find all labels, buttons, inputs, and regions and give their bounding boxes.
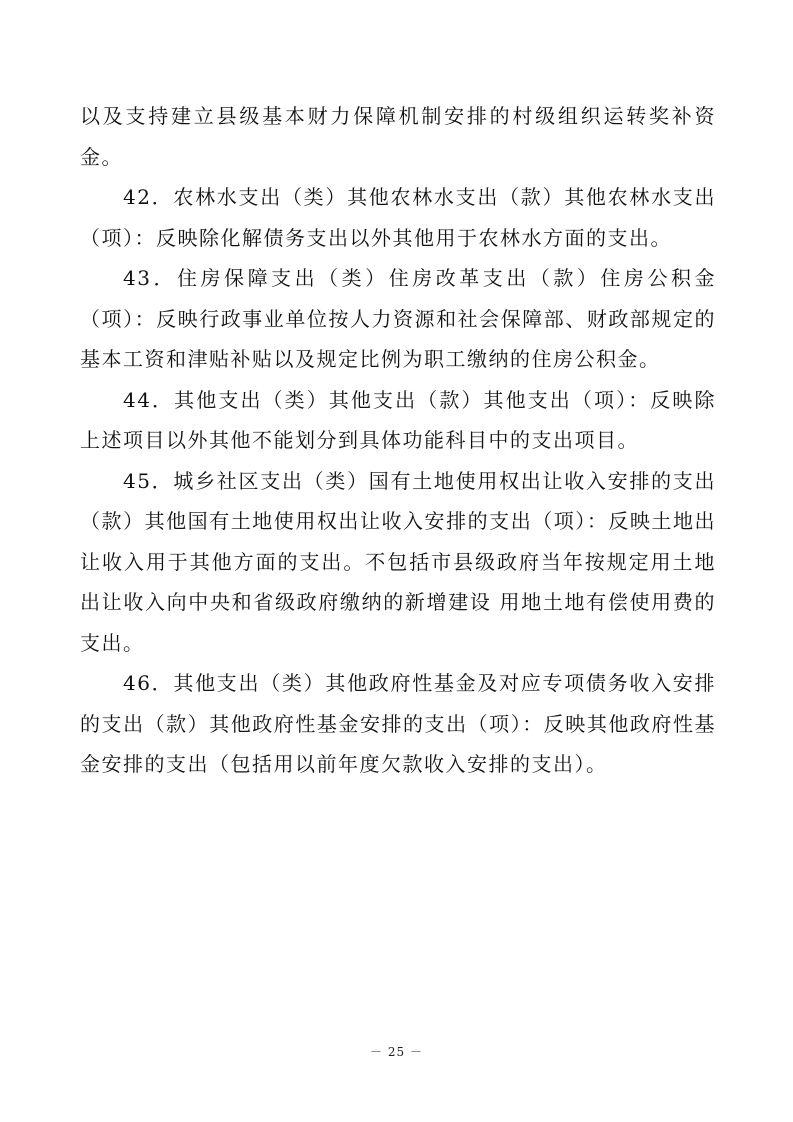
page-number: － 25 －	[370, 1045, 423, 1059]
paragraph-item-46: 46．其他支出（类）其他政府性基金及对应专项债务收入安排的支出（款）其他政府性基金安排的支出（项）：反映其他政府性基金安排的支出（包括用以前年度欠款收入安排的支出）。	[80, 671, 716, 776]
paragraph-item-42: 42．农林水支出（类）其他农林水支出（款）其他农林水支出（项）：反映除化解债务支出以外其他用于农林水方面的支出。	[80, 185, 716, 250]
paragraph-item-45: 45．城乡社区支出（类）国有土地使用权出让收入安排的支出（款）其他国有土地使用权出让收入安排的支出（项）：反映土地出让收入用于其他方面的支出。不包括市县级政府当年按规定用土地出让收入向中央和省级政府缴纳的新增建设 用地土地有偿使用费的支出。	[80, 468, 716, 655]
paragraph-item-43: 43．住房保障支出（类）住房改革支出（款）住房公积金（项）：反映行政事业单位按人力资源和社会保障部、财政部规定的 基本工资和津贴补贴以及规定比例为职工缴纳的住房公积金。	[80, 266, 716, 371]
document-body	[80, 96, 716, 785]
paragraph-continuation: 以及支持建立县级基本财力保障机制安排的村级组织运转奖补资金。	[80, 104, 716, 169]
paragraph-item-44: 44．其他支出（类）其他支出（款）其他支出（项）：反映除上述项目以外其他不能划分到具体功能科目中的支出项目。	[80, 387, 716, 452]
